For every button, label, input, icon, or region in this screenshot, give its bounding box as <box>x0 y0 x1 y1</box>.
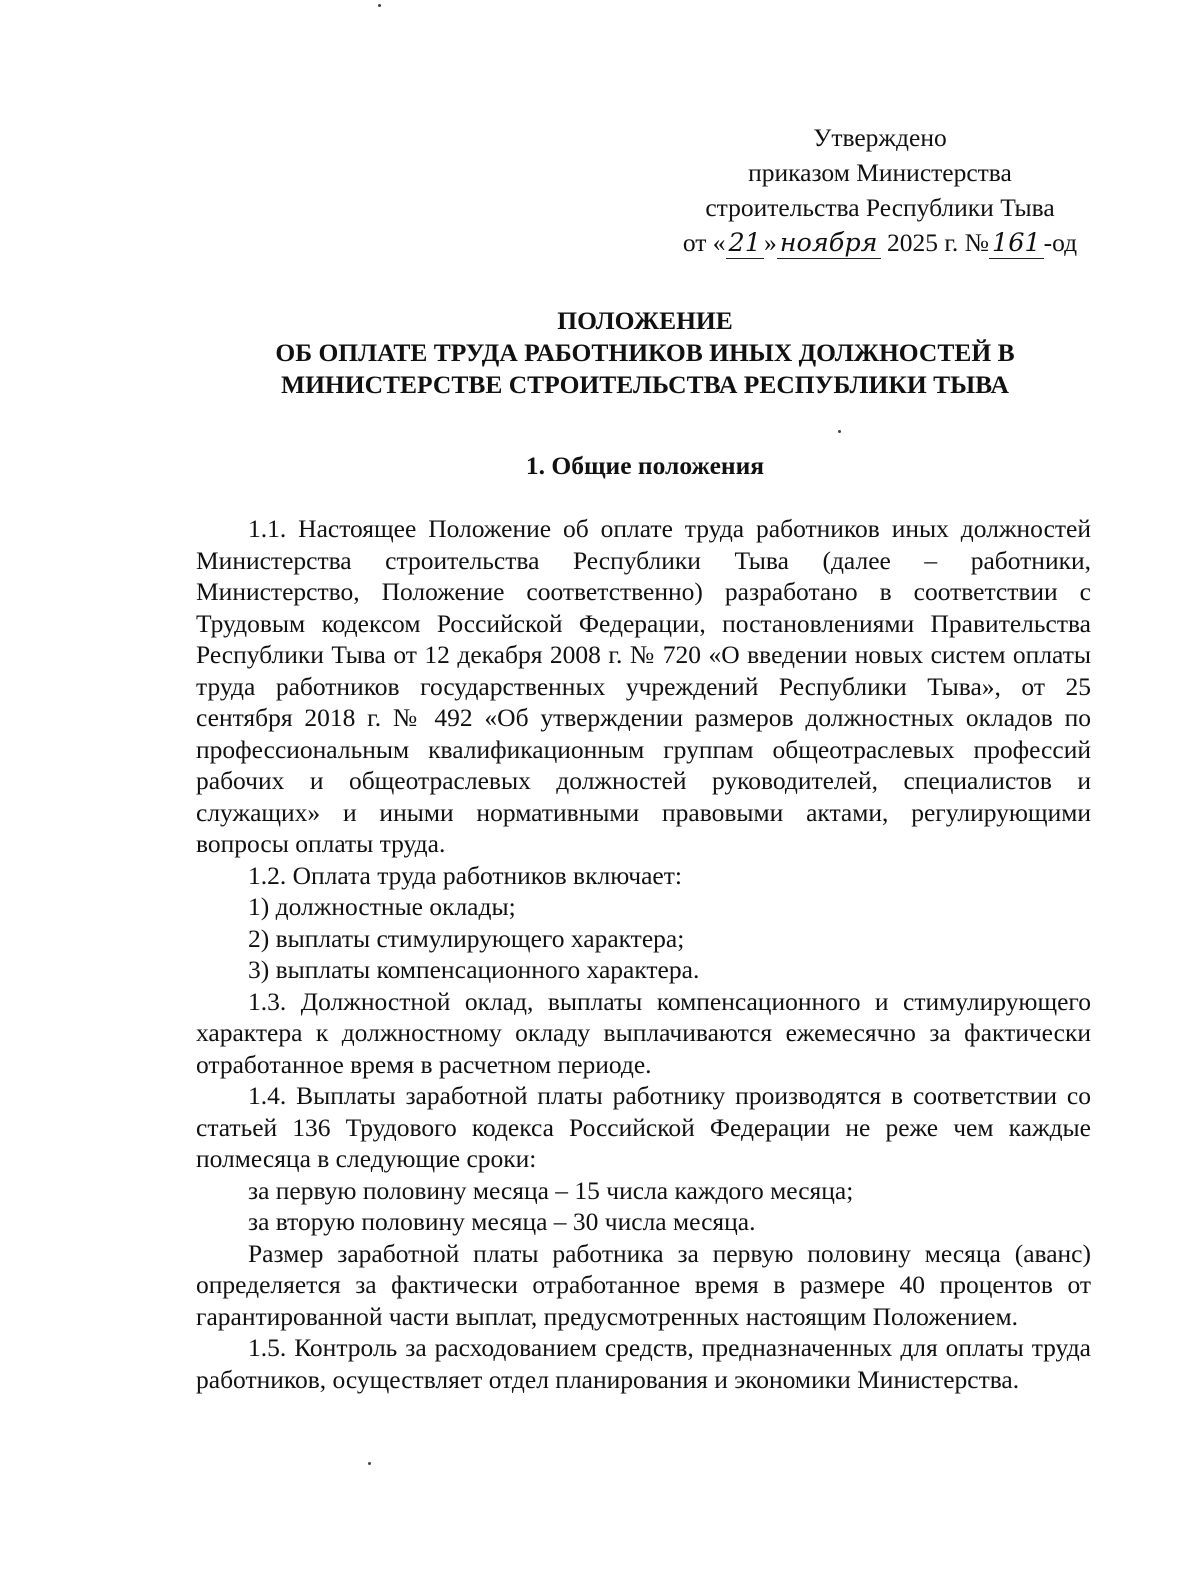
paragraph-1-5: 1.5. Контроль за расходованием средств, предназначенных для оплаты труда работников, осуществляет отдел планирования и экономики Министерства. <box>196 1333 1091 1394</box>
paragraph-1-2: 1.2. Оплата труда работников включает: <box>248 860 682 890</box>
paragraph-1-4: 1.4. Выплаты заработной платы работнику производятся в соответствии со статьей 136 Трудового кодекса Российской Федерации не реже чем каждые полмесяца в следующие сроки: <box>196 1081 1091 1173</box>
approval-line: Утверждено <box>813 123 947 152</box>
approval-stamp <box>680 120 1080 261</box>
scan-speck <box>838 430 841 433</box>
handwritten-day: 21 <box>726 228 764 259</box>
list-item: 2) выплаты стимулирующего характера; <box>248 923 685 953</box>
order-suffix: -од <box>1043 228 1078 257</box>
scan-speck <box>378 4 381 7</box>
approval-date-line <box>680 225 1080 261</box>
date-mid: » <box>764 228 777 257</box>
list-item: за вторую половину месяца – 30 числа месяца. <box>248 1207 756 1236</box>
title-line: МИНИСТЕРСТВЕ СТРОИТЕЛЬСТВА РЕСПУБЛИКИ ТЫВА <box>281 370 1009 399</box>
paragraph-1-1: 1.1. Настоящее Положение об оплате труда работников иных должностей Министерства строительства Республики Тыва (далее – работники, Министерство, Положение соответственно) разработано в соответствии с Трудовым кодексом Российской Федерации, постановлениями Правительства Республики Тыва от 12 декабря 2008 г. № 720 «О введении новых систем оплаты труда работников государственных учреждений Республики Тыва», от 25 сентября 2018 г. № 492 «Об утверждении размеров должностных окладов по профессиональным квалификационным группам общеотраслевых профессий рабочих и общеотраслевых должностей руководителей, специалистов и служащих» и иными нормативными правовыми актами, регулирующими вопросы оплаты труда. <box>196 514 1091 858</box>
handwritten-month: ноября <box>777 228 881 259</box>
date-year: 2025 г. № <box>880 228 989 257</box>
paragraph-1-3: 1.3. Должностной оклад, выплаты компенсационного и стимулирующего характера к должностному окладу выплачиваются ежемесячно за фактически отработанное время в расчетном периоде. <box>196 986 1091 1079</box>
list-item: 3) выплаты компенсационного характера. <box>248 955 700 984</box>
document-body <box>196 513 1091 1395</box>
date-prefix: от « <box>682 228 726 257</box>
list-item: за первую половину месяца – 15 числа каждого месяца; <box>248 1175 854 1205</box>
approval-line: приказом Министерства <box>748 158 1012 187</box>
title-line: ОБ ОПЛАТЕ ТРУДА РАБОТНИКОВ ИНЫХ ДОЛЖНОСТЕЙ В <box>275 338 1015 367</box>
handwritten-number: 161 <box>989 228 1044 259</box>
scan-speck <box>368 1462 371 1465</box>
approval-line: строительства Республики Тыва <box>705 193 1055 222</box>
section-heading: 1. Общие положения <box>525 451 765 480</box>
title-line: ПОЛОЖЕНИЕ <box>557 306 733 335</box>
paragraph-advance: Размер заработной платы работника за первую половину месяца (аванс) определяется за фактически отработанное время в размере 40 процентов от гарантированной части выплат, предусмотренных настоящим Положением. <box>196 1238 1091 1331</box>
document-title <box>150 305 1140 401</box>
list-item: 1) должностные оклады; <box>248 892 516 921</box>
